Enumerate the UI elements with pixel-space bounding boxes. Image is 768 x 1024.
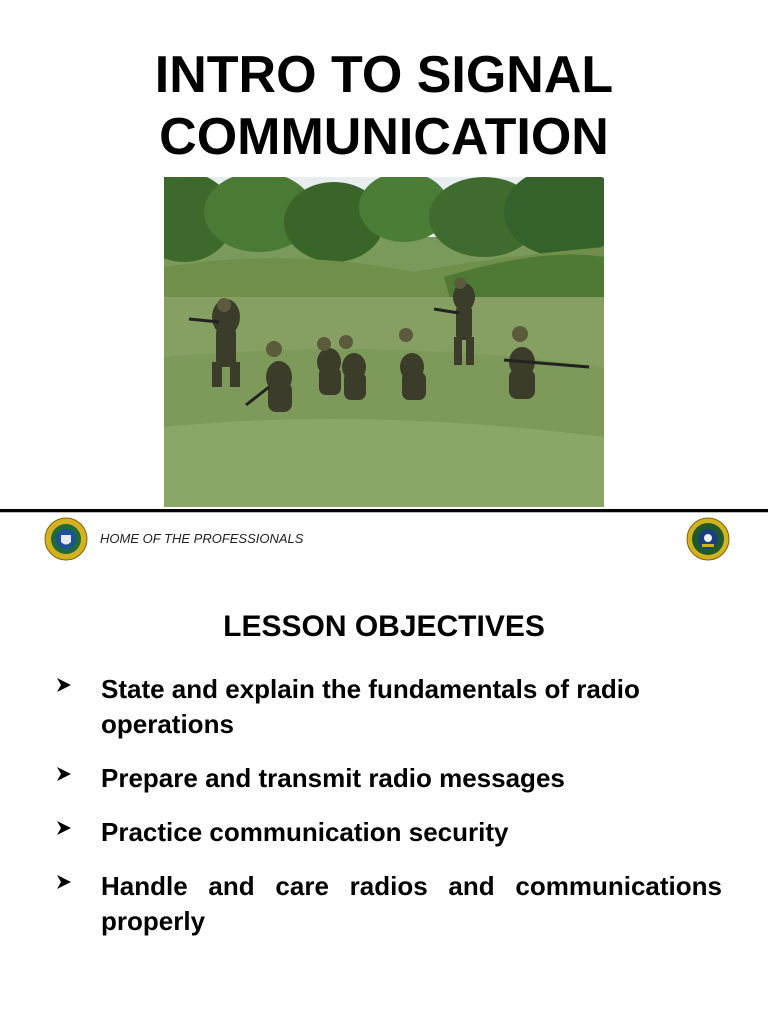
- objective-item: [54, 869, 722, 939]
- unit-seal-icon: [44, 517, 88, 561]
- objective-text: Practice communication security: [101, 817, 509, 847]
- objective-text: Handle and care radios and communications properly: [101, 871, 722, 936]
- objective-item: [54, 815, 722, 850]
- school-seal-icon: [686, 517, 730, 561]
- arrowhead-bullet-icon: [54, 815, 74, 845]
- footer-tagline: HOME OF THE PROFESSIONALS: [100, 531, 304, 546]
- slide-title: [0, 44, 768, 168]
- objective-text: Prepare and transmit radio messages: [101, 763, 565, 793]
- title-line-1: INTRO TO SIGNAL: [154, 46, 614, 104]
- objective-text: State and explain the fundamentals of radio operations: [101, 674, 640, 739]
- arrowhead-bullet-icon: [54, 672, 74, 702]
- arrowhead-bullet-icon: [54, 761, 74, 791]
- objectives-list: [54, 672, 722, 958]
- title-line-2: COMMUNICATION: [159, 108, 609, 166]
- soldiers-field-photo: [164, 177, 604, 507]
- objective-item: [54, 761, 722, 796]
- arrowhead-bullet-icon: [54, 869, 74, 899]
- footer-rule: [0, 512, 768, 513]
- lesson-objectives-heading: LESSON OBJECTIVES: [223, 610, 545, 643]
- objective-item: [54, 672, 722, 742]
